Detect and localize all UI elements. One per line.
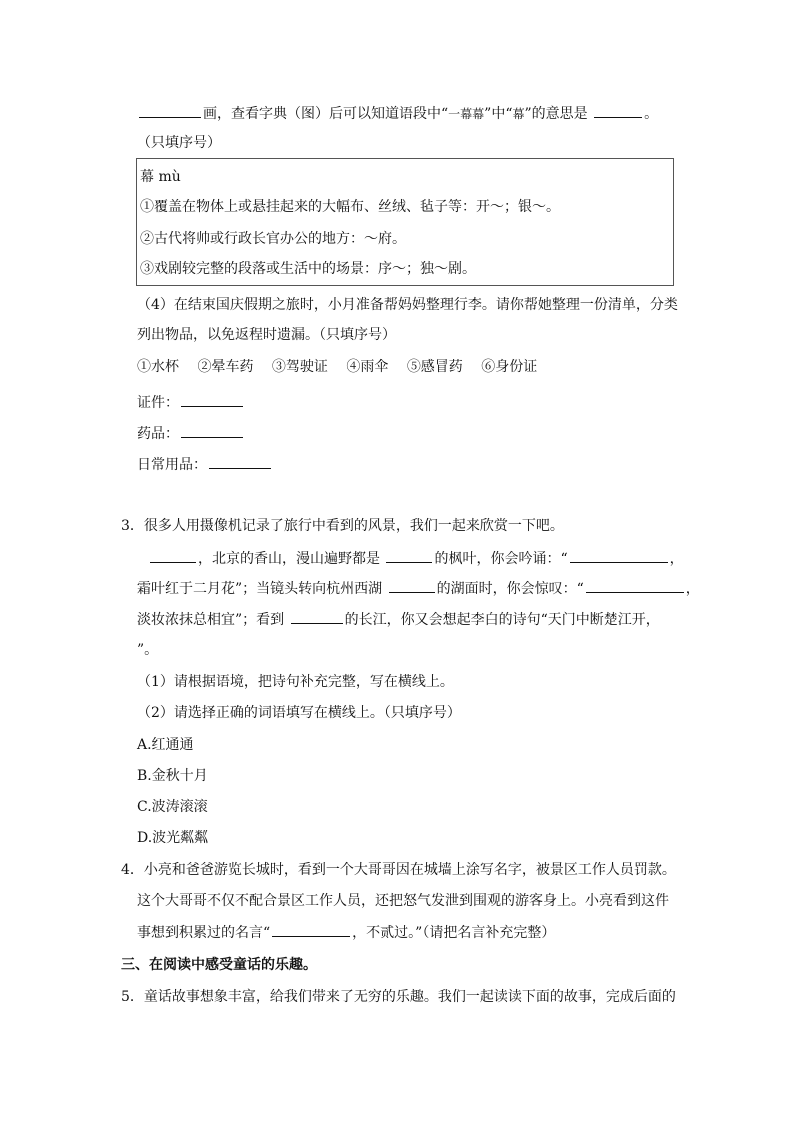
q3-option-c: C.波涛滚滚: [137, 799, 208, 815]
answer-blank[interactable]: [291, 609, 343, 624]
q2-4-items: [137, 357, 551, 377]
answer-blank[interactable]: [594, 103, 642, 118]
quoted-char: 幕: [512, 107, 525, 121]
dictionary-def-3: ③戏剧较完整的段落或生活中的场景：序～；独～剧。: [140, 261, 476, 277]
category-documents: 证件：: [137, 392, 245, 413]
answer-blank[interactable]: [389, 578, 435, 593]
answer-blank[interactable]: [181, 423, 243, 438]
q3-para-line2: 霜叶红于二月花”；当镜头转向杭州西湖 的湖面时，你会惊叹：“ ，: [137, 578, 700, 599]
q2-line1: 画，查看字典（图）后可以知道语段中“一幕幕”中“幕”的意思是 。: [137, 103, 658, 124]
q3-option-d: D.波光粼粼: [137, 830, 209, 846]
answer-blank[interactable]: [570, 548, 668, 563]
q4-line1: 4．小亮和爸爸游览长城时，看到一个大哥哥因在城墙上涂写名字，被景区工作人员罚款。: [121, 862, 676, 878]
dictionary-headword: 幕 mù: [140, 169, 181, 185]
q3-para-line4: ”。: [137, 642, 159, 658]
q2-4-line1: （4）在结束国庆假期之旅时，小月准备帮妈妈整理行李。请你帮她整理一份清单，分类: [137, 297, 678, 313]
section-title: 三、在阅读中感受童话的乐趣。: [121, 957, 317, 973]
item-3: ③驾驶证: [271, 359, 328, 375]
q3-sub2: （2）请选择正确的词语填写在横线上。（只填序号）: [137, 705, 461, 721]
item-1: ①水杯: [137, 359, 179, 375]
answer-blank[interactable]: [386, 548, 432, 563]
category-medicine: 药品：: [137, 423, 245, 444]
quoted-word: 一幕幕: [448, 107, 485, 121]
q3-option-b: B.金秋十月: [137, 768, 208, 784]
answer-blank[interactable]: [209, 454, 271, 469]
dictionary-box: [136, 158, 674, 286]
q3-para-line3: 淡妆浓抹总相宜”；看到 的长江，你又会想起李白的诗句“天门中断楚江开，: [137, 609, 660, 630]
answer-blank[interactable]: [150, 548, 196, 563]
q4-line3: 事想到积累过的名言“ ，不贰过。”（请把名言补充完整）: [137, 922, 555, 943]
item-2: ②晕车药: [197, 359, 254, 375]
q2-note: （只填序号）: [137, 135, 221, 151]
answer-blank[interactable]: [272, 922, 350, 937]
answer-blank[interactable]: [181, 392, 243, 407]
item-4: ④雨伞: [346, 359, 389, 375]
dictionary-def-1: ①覆盖在物体上或悬挂起来的大幅布、丝绒、毡子等：开～；银～。: [140, 199, 560, 215]
dictionary-def-2: ②古代将帅或行政长官办公的地方：～府。: [140, 231, 406, 247]
q4-line2: 这个大哥哥不仅不配合景区工作人员，还把怒气发泄到围观的游客身上。小亮看到这件: [137, 893, 669, 909]
q2-4-line2: 列出物品，以免返程时遗漏。（只填序号）: [137, 327, 396, 343]
answer-blank[interactable]: [139, 103, 201, 118]
q3-intro: 3．很多人用摄像机记录了旅行中看到的风景，我们一起来欣赏一下吧。: [121, 518, 564, 534]
q3-sub1: （1）请根据语境，把诗句补充完整，写在横线上。: [137, 674, 454, 690]
answer-blank[interactable]: [586, 578, 684, 593]
q3-option-a: A.红通通: [137, 737, 194, 753]
category-daily: 日常用品：: [137, 454, 273, 475]
item-5: ⑤感冒药: [406, 359, 463, 375]
item-6: ⑥身份证: [481, 359, 538, 375]
q5-line1: 5．童话故事想象丰富，给我们带来了无穷的乐趣。我们一起读读下面的故事，完成后面的: [121, 989, 676, 1005]
q3-para-line1: ，北京的香山，漫山遍野都是 的枫叶，你会吟诵：“ ，: [148, 548, 684, 569]
